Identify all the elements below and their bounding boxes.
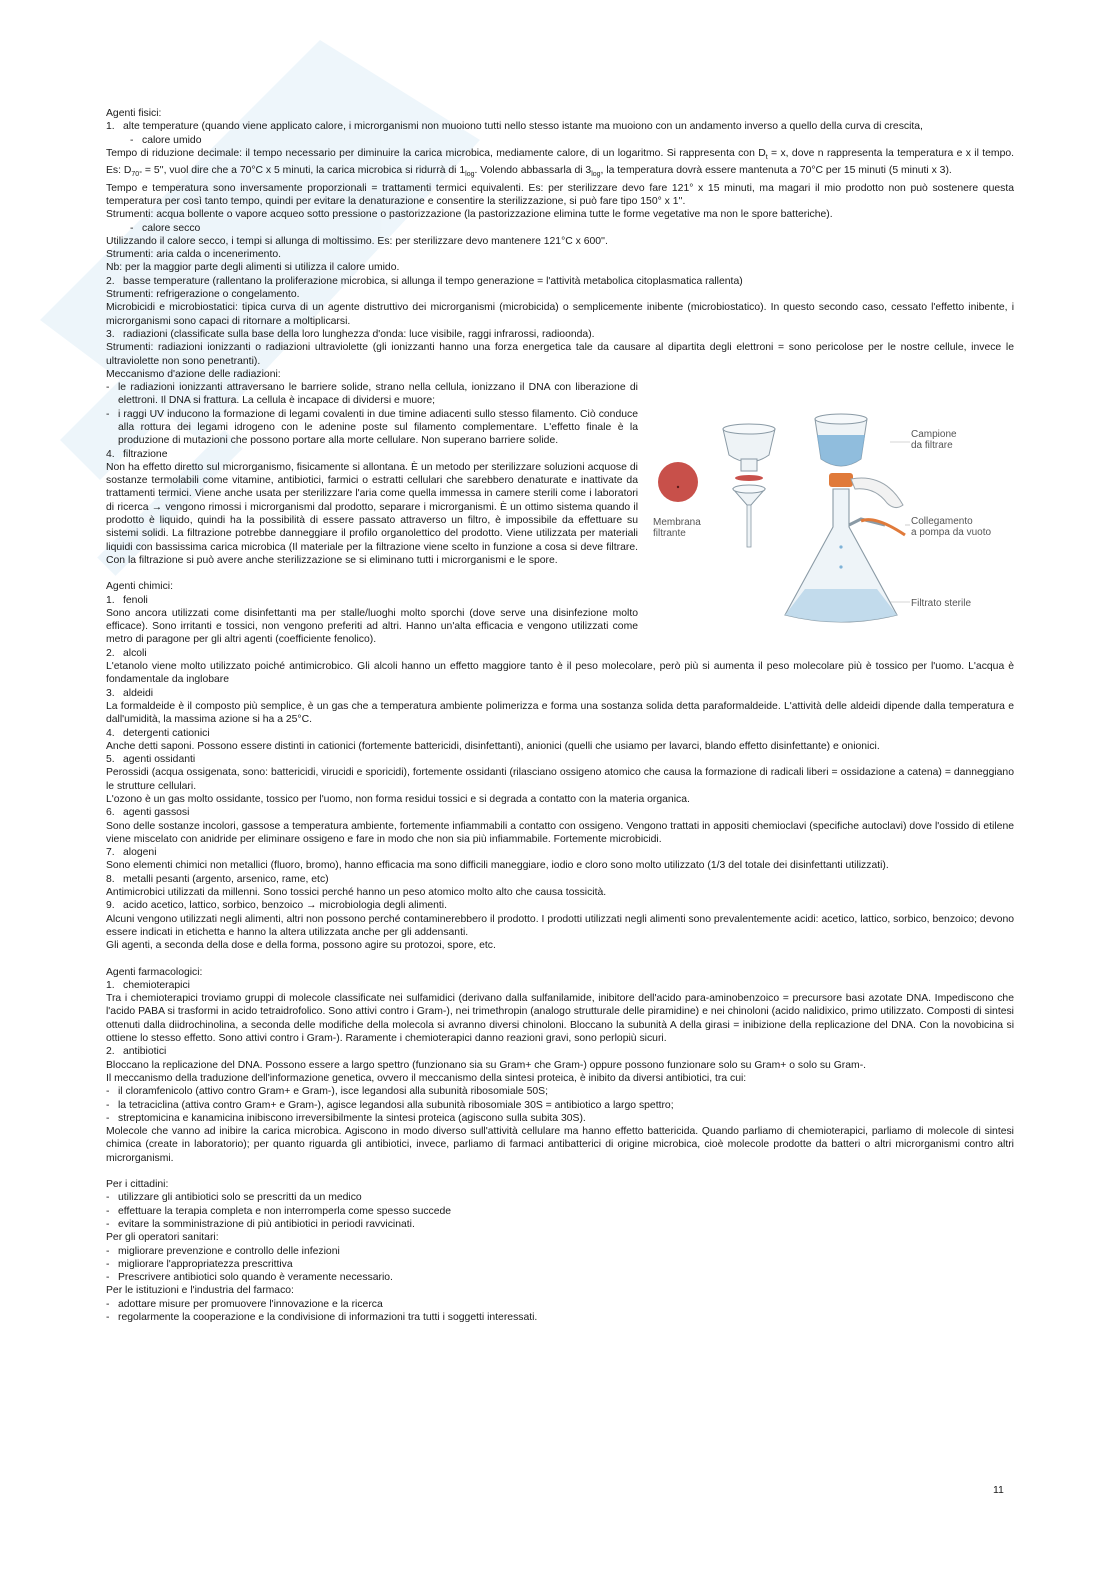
- heading-istituzioni: Per le istituzioni e l'industria del farmaco:: [106, 1285, 294, 1297]
- paragraph: Antimicrobici utilizzati da millenni. Sono tossici perché hanno un peso atomico molto alto che causa tossicità.: [106, 887, 607, 899]
- paragraph: Molecole che vanno ad inibire la carica microbica. Agiscono in modo diverso sull'attività cellulare ma hanno effetto battericida. Quando parliamo di chemioterapici, parliamo di molecole di sintesi chimica (create in laboratorio); per quanto riguarda gli antibiotici, invece, parliamo di farmaci antibatterici di origine microbica, cioè molecole prodotte da batteri o altri microrganismi contro altri microrganismi.: [106, 1126, 1014, 1164]
- list-item: - il cloramfenicolo (attivo contro Gram+ e Gram-), isce legandosi alla subunità ribosomiale 50S;: [106, 1086, 548, 1098]
- label-membrane-line1: Membrana: [653, 517, 701, 528]
- paragraph: Meccanismo d'azione delle radiazioni:: [106, 368, 281, 380]
- paragraph: Alcuni vengono utilizzati negli alimenti, altri non possono perché contaminerebbero il prodotto. I prodotti utilizzati negli alimenti sono prevalentemente acidi: acetico, lattico, sorbico, benzoico; devono essere indicati in etichetta e hanno la altera utilizzata anche per gli addensanti.: [106, 913, 1014, 938]
- paragraph: Strumenti: acqua bollente o vapore acqueo sotto pressione o pastorizzazione (la pastorizzazione elimina tutte le forme vegetative ma non le spore batteriche).: [106, 209, 833, 221]
- list-item: 2. antibiotici: [106, 1046, 167, 1058]
- list-item: 9. acido acetico, lattico, sorbico, benzoico → microbiologia degli alimenti.: [106, 900, 448, 912]
- paragraph: Strumenti: radiazioni ionizzanti o radiazioni ultraviolette (gli ionizzanti hanno una forza energetica tale da causare al dipartita degli elettroni = sono pericolose per le nostre cellule, invece le ultraviolette non sono penetranti).: [106, 342, 1014, 367]
- label-filtrate: Filtrato sterile: [911, 598, 972, 609]
- list-item: - adottare misure per promuovere l'innovazione e la ricerca: [106, 1298, 383, 1310]
- paragraph: La formaldeide è il composto più semplice, è un gas che a temperatura ambiente polimerizza e forma una sostanza solida detta paraformaldeide. L'attività delle aldeidi dipende dalla temperatura e dall'umidità, la massima azione si ha a 25°C.: [106, 700, 1014, 726]
- label-membrane-line2: filtrante: [653, 528, 686, 539]
- heading-per-i-cittadini: Per i cittadini:: [106, 1179, 169, 1191]
- paragraph: Nb: per la maggior parte degli alimenti si utilizza il calore umido.: [106, 262, 400, 274]
- paragraph: Strumenti: aria calda o incenerimento.: [106, 249, 281, 261]
- list-item: - Prescrivere antibiotici solo quando è veramente necessario.: [106, 1272, 393, 1284]
- list-item: 1. alte temperature (quando viene applicato calore, i microrganismi non muoiono tutti nello stesso istante ma muoiono con un andamento inverso a quello della curva di crescita,: [106, 121, 923, 133]
- paragraph: Perossidi (acqua ossigenata, sono: battericidi, virucidi e sporicidi), fortemente ossidanti (rilasciano ossigeno atomico che causa la formazione di radicali liberi = ossidazione a catena) = danneggiano le strutture cellulari.: [106, 767, 1014, 792]
- paragraph: L'ozono è un gas molto ossidante, tossico per l'uomo, non forma residui tossici e si degrada a contatto con la materia organica.: [106, 794, 690, 805]
- list-item: - utilizzare gli antibiotici solo se prescritti da un medico: [106, 1192, 362, 1204]
- list-item: - calore umido: [130, 134, 202, 146]
- label-sample-line1: Campione: [911, 429, 957, 440]
- membrane-disk-icon: [658, 462, 698, 502]
- list-item: - regolarmente la cooperazione e la condivisione di informazioni tra tutti i soggetti interessati.: [106, 1311, 538, 1323]
- paragraph: Sono ancora utilizzati come disinfettanti ma per stalle/luoghi molto sporchi (dove serve una disinfezione molto efficace). Sono irritanti e tossici, non vengono preferiti ad altri. Hanno un'alta efficacia e vengono utilizzati come metro di paragone per gli altri agenti (coefficiente fenolico).: [106, 607, 638, 646]
- list-item: 3. aldeidi: [106, 687, 154, 699]
- paragraph: Strumenti: refrigerazione o congelamento.: [106, 289, 300, 301]
- paragraph: Anche detti saponi. Possono essere distinti in cationici (fortemente battericidi, disinfettanti), anionici (quelli che usiamo per lavarci, blando effetto disinfettante) e onionici.: [106, 740, 880, 752]
- list-item: 6. agenti gassosi: [106, 807, 190, 819]
- paragraph: Microbicidi e microbiostatici: tipica curva di un agente distruttivo dei microrganismi (microbicida) o semplicemente inibente (microbiostatico). In questo secondo caso, cessato l'effetto inibente, i microrganismi sono capaci di ritornare a moltiplicarsi.: [106, 302, 1014, 327]
- list-item: - i raggi UV inducono la formazione di legami covalenti in due timine adiacenti sullo stesso filamento. Ciò conduce alla rottura dei legami idrogeno con le adenine poste sul filamento complementare. L'effetto finale è la produzione di mutazioni che possono portare alla morte cellulare. Non superano barriere solide.: [106, 408, 638, 447]
- list-item: - le radiazioni ionizzanti attraversano le barriere solide, strano nella cellula, ionizzano il DNA con liberazione di elettroni. Il DNA si frattura. La cellula è incapace di dividersi e muore;: [106, 382, 638, 407]
- list-item: 8. metalli pesanti (argento, arsenico, rame, etc): [106, 873, 329, 885]
- paragraph: Tempo di riduzione decimale: il tempo necessario per diminuire la carica microbica, mediamente calore, di un logaritmo. Si rappresenta con $D_t = x$, dove n rappresenta la temperatura e x il tempo. Es: $D_{70^\circ} = 5''$, vuol dire che a 70°C x 5 minuti, la carica microbica si ridurrà di $1_{log}$. Volendo abbassarla di $3_{log}$, la temperatura dovrà essere mantenuta a 70°C per 15 minuti (5 minuti x 3).: [106, 147, 1015, 179]
- list-item: - migliorare prevenzione e controllo delle infezioni: [106, 1245, 340, 1257]
- heading-agenti-fisici: Agenti fisici:: [106, 108, 162, 119]
- paragraph: Sono elementi chimici non metallici (fluoro, bromo), hanno efficacia ma sono difficili maneggiare, iodio e cloro sono molto utilizzato (1/3 del totale dei disinfettanti utilizzati).: [106, 860, 889, 872]
- narrow-column: [106, 381, 638, 647]
- page-body: [106, 107, 1014, 1324]
- heading-operatori-sanitari: Per gli operatori sanitari:: [106, 1232, 219, 1244]
- paragraph: L'etanolo viene molto utilizzato poiché antimicrobico. Gli alcoli hanno un effetto maggiore tanto è il peso molecolare, però più si aumenta il peso molecolare più è tossico per l'uomo. L'acqua è fondamentale da inglobare: [106, 661, 1014, 686]
- list-item: 1. chemioterapici: [106, 979, 190, 991]
- list-item: - calore secco: [130, 222, 201, 234]
- filtration-figure: [645, 407, 1020, 627]
- list-item: 4. filtrazione: [106, 448, 168, 460]
- label-pump-line1: Collegamento: [911, 516, 973, 527]
- paragraph: Sono delle sostanze incolori, gassose a temperatura ambiente, fortemente infiammabili a contatto con ossigeno. Vengono trattati in appositi chemioclavi (specifiche autoclavi) dove l'ossido di etilene viene miscelato con anidride per eliminare ossigeno e fare in modo che non sia più infiammabile. Fortemente microbicidi.: [106, 820, 1014, 845]
- paragraph: Gli agenti, a seconda della dose e della forma, possono agire su protozoi, spore, etc.: [106, 940, 496, 952]
- list-item: - streptomicina e kanamicina inibiscono irreversibilmente la sintesi proteica (agiscono sulla subita 30S).: [106, 1112, 586, 1124]
- list-item: 2. alcoli: [106, 647, 147, 659]
- list-item: - effettuare la terapia completa e non interromperla come spesso succede: [106, 1205, 452, 1217]
- paragraph: Il meccanismo della traduzione dell'informazione genetica, ovvero il meccanismo della sintesi proteica, è inibito da diversi antibiotici, tra cui:: [106, 1072, 747, 1084]
- list-item: 4. detergenti cationici: [106, 727, 210, 739]
- paragraph: Tra i chemioterapici troviamo gruppi di molecole classificate nei sulfamidici (derivano dalla sulfanilamide, inibitore dell'acido para-aminobenzoico = precursore basi azotate DNA. Impediscono che l'acido PABA si trasformi in acido tetraidrofolico. Sono attivi contro i Gram-), nei trimethropin (analogo strutturale delle piramidine) e nei chinoloni (acido nalidixico, primo utilizzato. Composti di sintesi ottenuti dalla diidrochinolina, a seconda delle modifiche della molecola si avranno diversi chinoloni. Bloccano la subunità A della girasi = inibizione della replicazione del DNA. Con la novobicina si ottiene lo stesso effetto. Sono attivi contro i Gram-). Raramente i chemioterapici danno reazioni gravi, sono perlopiù sicuri.: [106, 993, 1014, 1045]
- list-item: - la tetraciclina (attiva contro Gram+ e Gram-), agisce legandosi alla subunità ribosomiale 30S = antibiotico a largo spettro;: [106, 1099, 674, 1111]
- paragraph: Bloccano la replicazione del DNA. Possono essere a largo spettro (funzionano sia su Gram+ che Gram-) oppure possono funzionare solo su Gram+ o solo su Gram-.: [106, 1059, 867, 1071]
- list-item: 5. agenti ossidanti: [106, 754, 196, 766]
- list-item: - migliorare l'appropriatezza prescrittiva: [106, 1258, 293, 1270]
- list-item: 3. radiazioni (classificate sulla base della loro lunghezza d'onda: luce visibile, raggi infrarossi, radioonda).: [106, 328, 595, 340]
- page-number: 11: [993, 1484, 1004, 1496]
- paragraph: Non ha effetto diretto sul microrganismo, fisicamente si allontana. È un metodo per sterilizzare soluzioni acquose di sostanze termolabili come vitamine, antibiotici, farmici o estratti cellulari che sarebbero denaturate e inattivate da trattamenti termici. Viene anche usata per sterilizzare l'aria come quella immessa in camere sterili come i laboratori di ricerca → vengono rimossi i microrganismi dal prodotto, separare i microrganismi. È un ottimo sistema quando il prodotto è liquido, quindi ha la possibilità di essere passato attraverso un filtro, è impossibile da effettuare su sistemi solidi. La filtrazione potrebbe danneggiare il profilo organolettico del prodotto. Viene utilizzata per materiali liquidi con bassissima carica microbica (Il materiale per la filtrazione viene scelto in funzione a cosa si deve filtrare. Con la filtrazione si può avere anche sterilizzazione se si eliminano tutti i microrganismi e le spore.: [106, 461, 638, 566]
- label-sample-line2: da filtrare: [911, 440, 953, 451]
- list-item: 1. fenoli: [106, 594, 148, 606]
- list-item: - evitare la somministrazione di più antibiotici in periodi ravvicinati.: [106, 1218, 415, 1230]
- paragraph: Tempo e temperatura sono inversamente proporzionali = trattamenti termici equivalenti. Es: per sterilizzare devo fare 121° x 15 minuti, ma magari il mio prodotto non può sostenere questa temperatura per così tanto tempo, quindi per evitare la denaturazione e consentire la sterilizzazione, si può fare tipo 150° x 1''.: [106, 182, 1014, 207]
- heading-agenti-chimici: Agenti chimici:: [106, 581, 173, 593]
- list-item: 7. alogeni: [106, 847, 157, 859]
- label-pump-line2: a pompa da vuoto: [911, 527, 992, 538]
- paragraph: Utilizzando il calore secco, i tempi si allunga di moltissimo. Es: per sterilizzare devo mantenere 121°C x 600''.: [106, 235, 608, 247]
- heading-agenti-farmacologici: Agenti farmacologici:: [106, 966, 203, 978]
- list-item: 2. basse temperature (rallentano la proliferazione microbica, si allunga il tempo generazione = l'attività metabolica citoplasmatica rallenta): [106, 275, 743, 287]
